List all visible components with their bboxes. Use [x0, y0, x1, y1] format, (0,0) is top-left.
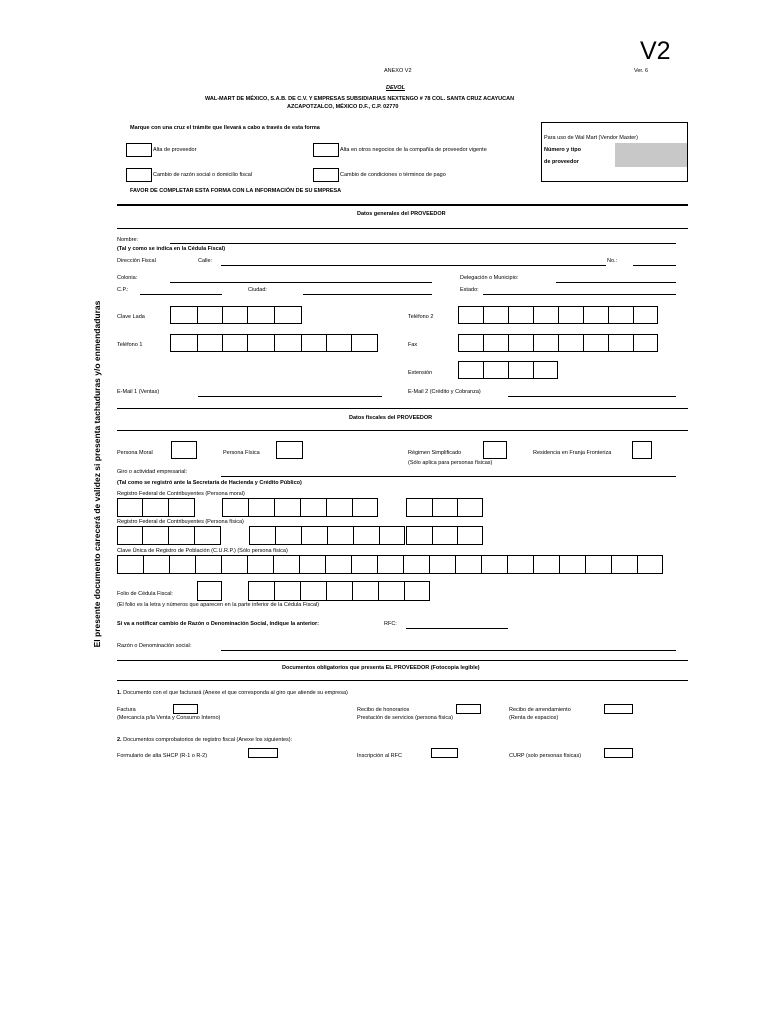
telefono2-label: Teléfono 2 [408, 314, 434, 320]
alta-otros-checkbox[interactable] [313, 143, 339, 157]
grid-cell[interactable] [558, 334, 584, 352]
grid-cell[interactable] [168, 526, 195, 545]
version-label: Ver. 6 [634, 68, 649, 74]
estado-field[interactable] [483, 294, 676, 295]
cambio-razon-label: Cambio de razón social o domicilio fiscal [153, 172, 253, 178]
grid-cell[interactable] [457, 498, 483, 517]
grid-cell[interactable] [197, 334, 223, 352]
grid-cell[interactable] [169, 555, 196, 574]
regimen-checkbox[interactable] [483, 441, 507, 459]
grid-cell[interactable] [300, 498, 327, 517]
grid-cell[interactable] [583, 334, 609, 352]
grid-cell[interactable] [142, 498, 169, 517]
grid-cell[interactable] [301, 334, 327, 352]
grid-cell[interactable] [507, 555, 534, 574]
telefono1-label: Teléfono 1 [117, 342, 143, 348]
arrendamiento-checkbox[interactable] [604, 704, 633, 714]
grid-cell[interactable] [299, 555, 326, 574]
inscripcion-checkbox[interactable] [431, 748, 458, 758]
vendor-master-box [541, 122, 688, 182]
docs-item-2-number: 2. [117, 737, 122, 743]
general-section-title: Datos generales del PROVEEDOR [357, 211, 446, 217]
grid-cell[interactable] [274, 498, 301, 517]
company-line-1: WAL-MART DE MÉXICO, S.A.B. DE C.V. Y EMPRESAS SUBSIDIARIAS NEXTENGO # 78 COL. SANTA CRUZ ACAYUCAN [205, 96, 515, 102]
grid-cell[interactable] [221, 555, 248, 574]
grid-cell[interactable] [275, 526, 302, 545]
grid-cell[interactable] [301, 526, 328, 545]
grid-cell[interactable] [247, 306, 275, 324]
honorarios-checkbox[interactable] [456, 704, 481, 714]
section-divider [117, 680, 688, 681]
grid-cell[interactable] [195, 555, 222, 574]
nombre-field[interactable] [170, 243, 676, 244]
grid-cell[interactable] [170, 334, 198, 352]
giro-label: Giro o actividad empresarial: [117, 469, 188, 475]
factura-checkbox[interactable] [173, 704, 198, 714]
devol-label: DEVOL [386, 85, 405, 91]
persona-fisica-checkbox[interactable] [276, 441, 303, 459]
vendor-master-title: Para uso de Wal Mart (Vendor Master) [544, 135, 638, 141]
grid-cell[interactable] [248, 498, 275, 517]
grid-cell[interactable] [608, 334, 634, 352]
grid-cell[interactable] [351, 555, 378, 574]
curp-doc-checkbox[interactable] [604, 748, 633, 758]
alta-checkbox[interactable] [126, 143, 152, 157]
grid-cell[interactable] [558, 306, 584, 324]
grid-cell[interactable] [455, 555, 482, 574]
grid-cell[interactable] [483, 334, 509, 352]
grid-cell[interactable] [326, 334, 352, 352]
persona-moral-checkbox[interactable] [171, 441, 197, 459]
razon-field[interactable] [221, 650, 676, 651]
grid-cell[interactable] [508, 361, 534, 379]
delegacion-label: Delegación o Municipio: [460, 275, 519, 281]
calle-field[interactable] [221, 265, 606, 266]
favor-note: FAVOR DE COMPLETAR ESTA FORMA CON LA INFORMACIÓN DE SU EMPRESA [130, 188, 342, 194]
validity-side-note: El presente documento carecerá de validez si presenta tachaduras y/o enmendaduras [91, 300, 102, 648]
razon-label: Razón o Denominación social: [117, 643, 192, 649]
franja-checkbox[interactable] [632, 441, 652, 459]
regimen-note: (Sólo aplica para personas físicas) [408, 460, 493, 466]
rfc-fisica-grid-1[interactable] [117, 526, 220, 545]
extension-grid[interactable] [458, 361, 557, 379]
grid-cell[interactable] [117, 526, 143, 545]
grid-cell[interactable] [377, 555, 404, 574]
grid-cell[interactable] [325, 555, 352, 574]
ciudad-field[interactable] [303, 294, 432, 295]
grid-cell[interactable] [247, 334, 275, 352]
grid-cell[interactable] [508, 306, 534, 324]
version-title: V2 [640, 37, 671, 65]
grid-cell[interactable] [326, 581, 353, 601]
rfc-anterior-field[interactable] [406, 628, 508, 629]
section-divider [117, 228, 688, 229]
cambio-razon-note: Si va a notificar cambio de Razón o Denominación Social, indique la anterior: [117, 621, 320, 627]
rfc-moral-grid-3[interactable] [406, 498, 482, 517]
calle-label: Calle: [198, 258, 213, 264]
curp-grid[interactable] [117, 555, 662, 574]
factura-label: Factura [117, 707, 136, 713]
grid-cell[interactable] [533, 361, 558, 379]
cp-label: C.P.: [117, 287, 129, 293]
grid-cell[interactable] [403, 555, 430, 574]
fax-grid[interactable] [458, 334, 657, 352]
vendor-de-proveedor-label: de proveedor [544, 159, 579, 165]
fax-label: Fax [408, 342, 418, 348]
company-line-2: AZCAPOTZALCO, MÉXICO D.F., C.P. 02770 [287, 104, 399, 110]
no-label: No.: [607, 258, 618, 264]
rfc-anterior-label: RFC: [384, 621, 397, 627]
grid-cell[interactable] [533, 555, 560, 574]
grid-cell[interactable] [432, 526, 458, 545]
colonia-label: Colonia: [117, 275, 138, 281]
grid-cell[interactable] [508, 334, 534, 352]
grid-cell[interactable] [458, 334, 484, 352]
grid-cell[interactable] [352, 581, 379, 601]
grid-cell[interactable] [406, 526, 433, 545]
grid-cell[interactable] [608, 306, 634, 324]
cambio-cond-label: Cambio de condiciones o términos de pago [340, 172, 446, 178]
grid-cell[interactable] [273, 555, 300, 574]
grid-cell[interactable] [559, 555, 586, 574]
folio-note: (El folio es la letra y números que aparecen en la parte inferior de la Cédula Fiscal) [117, 602, 320, 608]
curp-label: Clave Única de Registro de Población (C.U.R.P.) (Sólo persona física) [117, 548, 288, 554]
telefono1-grid[interactable] [170, 334, 377, 352]
grid-cell[interactable] [222, 498, 249, 517]
annex-label: ANEXO V2 [384, 68, 412, 74]
grid-cell[interactable] [197, 306, 223, 324]
docs-item-2 [117, 738, 292, 744]
telefono2-grid[interactable] [458, 306, 657, 324]
folio-letter-box[interactable] [197, 581, 222, 601]
clave-lada-grid[interactable] [170, 306, 301, 324]
direccion-label: Dirección Fiscal [117, 258, 156, 264]
tal-shcp-note: (Tal como se registró ante la Secretaría de Hacienda y Crédito Público) [117, 480, 302, 486]
rfc-moral-label: Registro Federal de Contribuyentes (Persona moral) [117, 491, 245, 497]
folio-number-grid[interactable] [248, 581, 429, 601]
grid-cell[interactable] [533, 306, 559, 324]
grid-cell[interactable] [378, 581, 405, 601]
section-divider [117, 660, 688, 661]
grid-cell[interactable] [353, 526, 380, 545]
honorarios-note: Prestación de servicios (persona física) [357, 715, 453, 721]
grid-cell[interactable] [168, 498, 195, 517]
persona-fisica-label: Persona Física [223, 450, 260, 456]
cambio-razon-checkbox[interactable] [126, 168, 152, 182]
rfc-fisica-grid-3[interactable] [406, 526, 482, 545]
colonia-field[interactable] [170, 282, 432, 283]
grid-cell[interactable] [352, 498, 378, 517]
rfc-fisica-grid-2[interactable] [249, 526, 404, 545]
section-divider [117, 408, 688, 409]
email1-label: E-Mail 1 (Ventas) [117, 389, 160, 395]
grid-cell[interactable] [143, 555, 170, 574]
vendor-number-field[interactable] [615, 143, 687, 167]
franja-label: Residencia en Franja Fronteriza [533, 450, 612, 456]
rfc-moral-grid-2[interactable] [222, 498, 377, 517]
factura-note: (Mercancía p/la Venta y Consumo Interno) [117, 715, 221, 721]
section-divider [117, 430, 688, 431]
docs-item-1 [117, 691, 348, 697]
nombre-label: Nombre: [117, 237, 139, 243]
grid-cell[interactable] [404, 581, 430, 601]
grid-cell[interactable] [379, 526, 405, 545]
vendor-number-label: Número y tipo [544, 147, 581, 153]
grid-cell[interactable] [194, 526, 221, 545]
alta-label: Alta de proveedor [153, 147, 197, 153]
grid-cell[interactable] [222, 306, 248, 324]
grid-cell[interactable] [483, 361, 509, 379]
grid-cell[interactable] [117, 498, 143, 517]
grid-cell[interactable] [326, 498, 353, 517]
grid-cell[interactable] [457, 526, 483, 545]
grid-cell[interactable] [637, 555, 663, 574]
grid-cell[interactable] [533, 334, 559, 352]
curp-doc-label: CURP (solo personas físicas) [509, 753, 582, 759]
inscripcion-label: Inscripción al RFC [357, 753, 402, 759]
grid-cell[interactable] [429, 555, 456, 574]
docs-item-1-number: 1. [117, 690, 122, 696]
grid-cell[interactable] [406, 498, 433, 517]
persona-moral-label: Persona Moral [117, 450, 153, 456]
section-divider [117, 204, 688, 206]
grid-cell[interactable] [458, 306, 484, 324]
grid-cell[interactable] [274, 306, 302, 324]
honorarios-label: Recibo de honorarios [357, 707, 410, 713]
ciudad-label: Ciudad: [248, 287, 267, 293]
no-field[interactable] [633, 265, 676, 266]
grid-cell[interactable] [458, 361, 484, 379]
grid-cell[interactable] [117, 555, 144, 574]
fiscal-section-title: Datos fiscales del PROVEEDOR [349, 415, 433, 421]
email1-field[interactable] [198, 396, 382, 397]
grid-cell[interactable] [583, 306, 609, 324]
docs-section-title: Documentos obligatorios que presenta EL PROVEEDOR (Fotocopia legible) [282, 665, 480, 671]
grid-cell[interactable] [633, 306, 658, 324]
alta-otros-label: Alta en otros negocios de la compañía de proveedor vigente [340, 147, 487, 153]
formulario-label: Formulario de alta SHCP (R-1 o R-2) [117, 753, 208, 759]
folio-label: Folio de Cédula Fiscal: [117, 591, 173, 597]
estado-label: Estado: [460, 287, 479, 293]
cp-field[interactable] [140, 294, 222, 295]
giro-field[interactable] [221, 476, 676, 477]
rfc-moral-grid-1[interactable] [117, 498, 194, 517]
extension-label: Extensión [408, 370, 433, 376]
rfc-fisica-label: Registro Federal de Contribuyentes (Persona física) [117, 519, 244, 525]
cambio-cond-checkbox[interactable] [313, 168, 339, 182]
clave-lada-label: Clave Lada [117, 314, 145, 320]
grid-cell[interactable] [483, 306, 509, 324]
grid-cell[interactable] [432, 498, 458, 517]
grid-cell[interactable] [300, 581, 327, 601]
grid-cell[interactable] [611, 555, 638, 574]
formulario-checkbox[interactable] [248, 748, 278, 758]
arrendamiento-label: Recibo de arrendamiento [509, 707, 571, 713]
grid-cell[interactable] [142, 526, 169, 545]
regimen-label: Régimen Simplificado [408, 450, 462, 456]
grid-cell[interactable] [633, 334, 658, 352]
grid-cell[interactable] [351, 334, 378, 352]
docs-item-1-text: Documento con el que facturará (Anexe el que corresponda al giro que atiende su empresa) [121, 690, 348, 696]
tal-como-note: (Tal y como se indica en la Cédula Fiscal) [117, 246, 226, 252]
grid-cell[interactable] [274, 581, 301, 601]
grid-cell[interactable] [274, 334, 302, 352]
email2-field[interactable] [508, 396, 676, 397]
grid-cell[interactable] [249, 526, 276, 545]
grid-cell[interactable] [481, 555, 508, 574]
email2-label: E-Mail 2 (Crédito y Cobranza) [408, 389, 481, 395]
grid-cell[interactable] [585, 555, 612, 574]
docs-item-2-text: Documentos comprobatorios de registro fiscal (Anexe los siguientes): [121, 737, 293, 743]
delegacion-field[interactable] [556, 282, 676, 283]
arrendamiento-note: (Renta de espacios) [509, 715, 559, 721]
grid-cell[interactable] [327, 526, 354, 545]
grid-cell[interactable] [222, 334, 248, 352]
procedure-instruction: Marque con una cruz el trámite que llevará a cabo a través de esta forma [130, 125, 320, 131]
grid-cell[interactable] [170, 306, 198, 324]
grid-cell[interactable] [248, 581, 275, 601]
grid-cell[interactable] [247, 555, 274, 574]
